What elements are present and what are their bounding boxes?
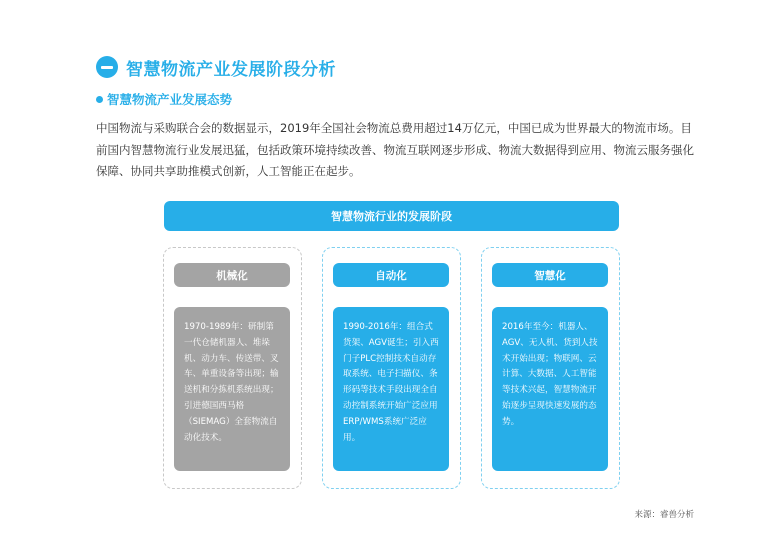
stage-description: 2016年至今：机器人、AGV、无人机、货到人技术开始出现；物联网、云计算、大数据、人工智能等技术兴起，智慧物流开始逐步呈现快速发展的态势。: [492, 307, 608, 471]
stage-label: 自动化: [333, 263, 449, 287]
body-paragraph: 中国物流与采购联合会的数据显示，2019年全国社会物流总费用超过14万亿元，中国已成为世界最大的物流市场。目前国内智慧物流行业发展迅猛，包括政策环境持续改善、物流互联网逐步形成、物流大数据得到应用、物流云服务强化保障、协同共享助推模式创新，人工智能正在起步。: [96, 121, 694, 178]
subsection-title: [96, 90, 232, 108]
section-title-text: 智慧物流产业发展阶段分析: [126, 59, 336, 80]
stage-label: 智慧化: [492, 263, 608, 287]
stage-label: 机械化: [174, 263, 290, 287]
stage-column-mechanization: [163, 247, 302, 489]
bullet-dot-icon: [96, 96, 103, 103]
stage-column-intelligence: [481, 247, 620, 489]
diagram-title-banner: 智慧物流行业的发展阶段: [164, 201, 619, 231]
stage-column-automation: [322, 247, 461, 489]
source-note: 来源：睿兽分析: [634, 510, 694, 520]
stage-description: 1970-1989年：研制第一代仓储机器人、堆垛机、动力车、传送带、叉车、单重设备等出现；输送机和分拣机系统出现；引进德国西马格（SIEMAG）全套物流自动化技术。: [174, 307, 290, 471]
subsection-title-text: 智慧物流产业发展态势: [107, 92, 233, 107]
minus-icon: [96, 56, 118, 78]
section-title: [96, 55, 336, 79]
stage-description: 1990-2016年：组合式货架、AGV诞生；引入西门子PLC控制技术自动存取系统、电子扫描仪、条形码等技术手段出现全自动控制系统开始广泛应用ERP/WMS系统广泛应用。: [333, 307, 449, 471]
